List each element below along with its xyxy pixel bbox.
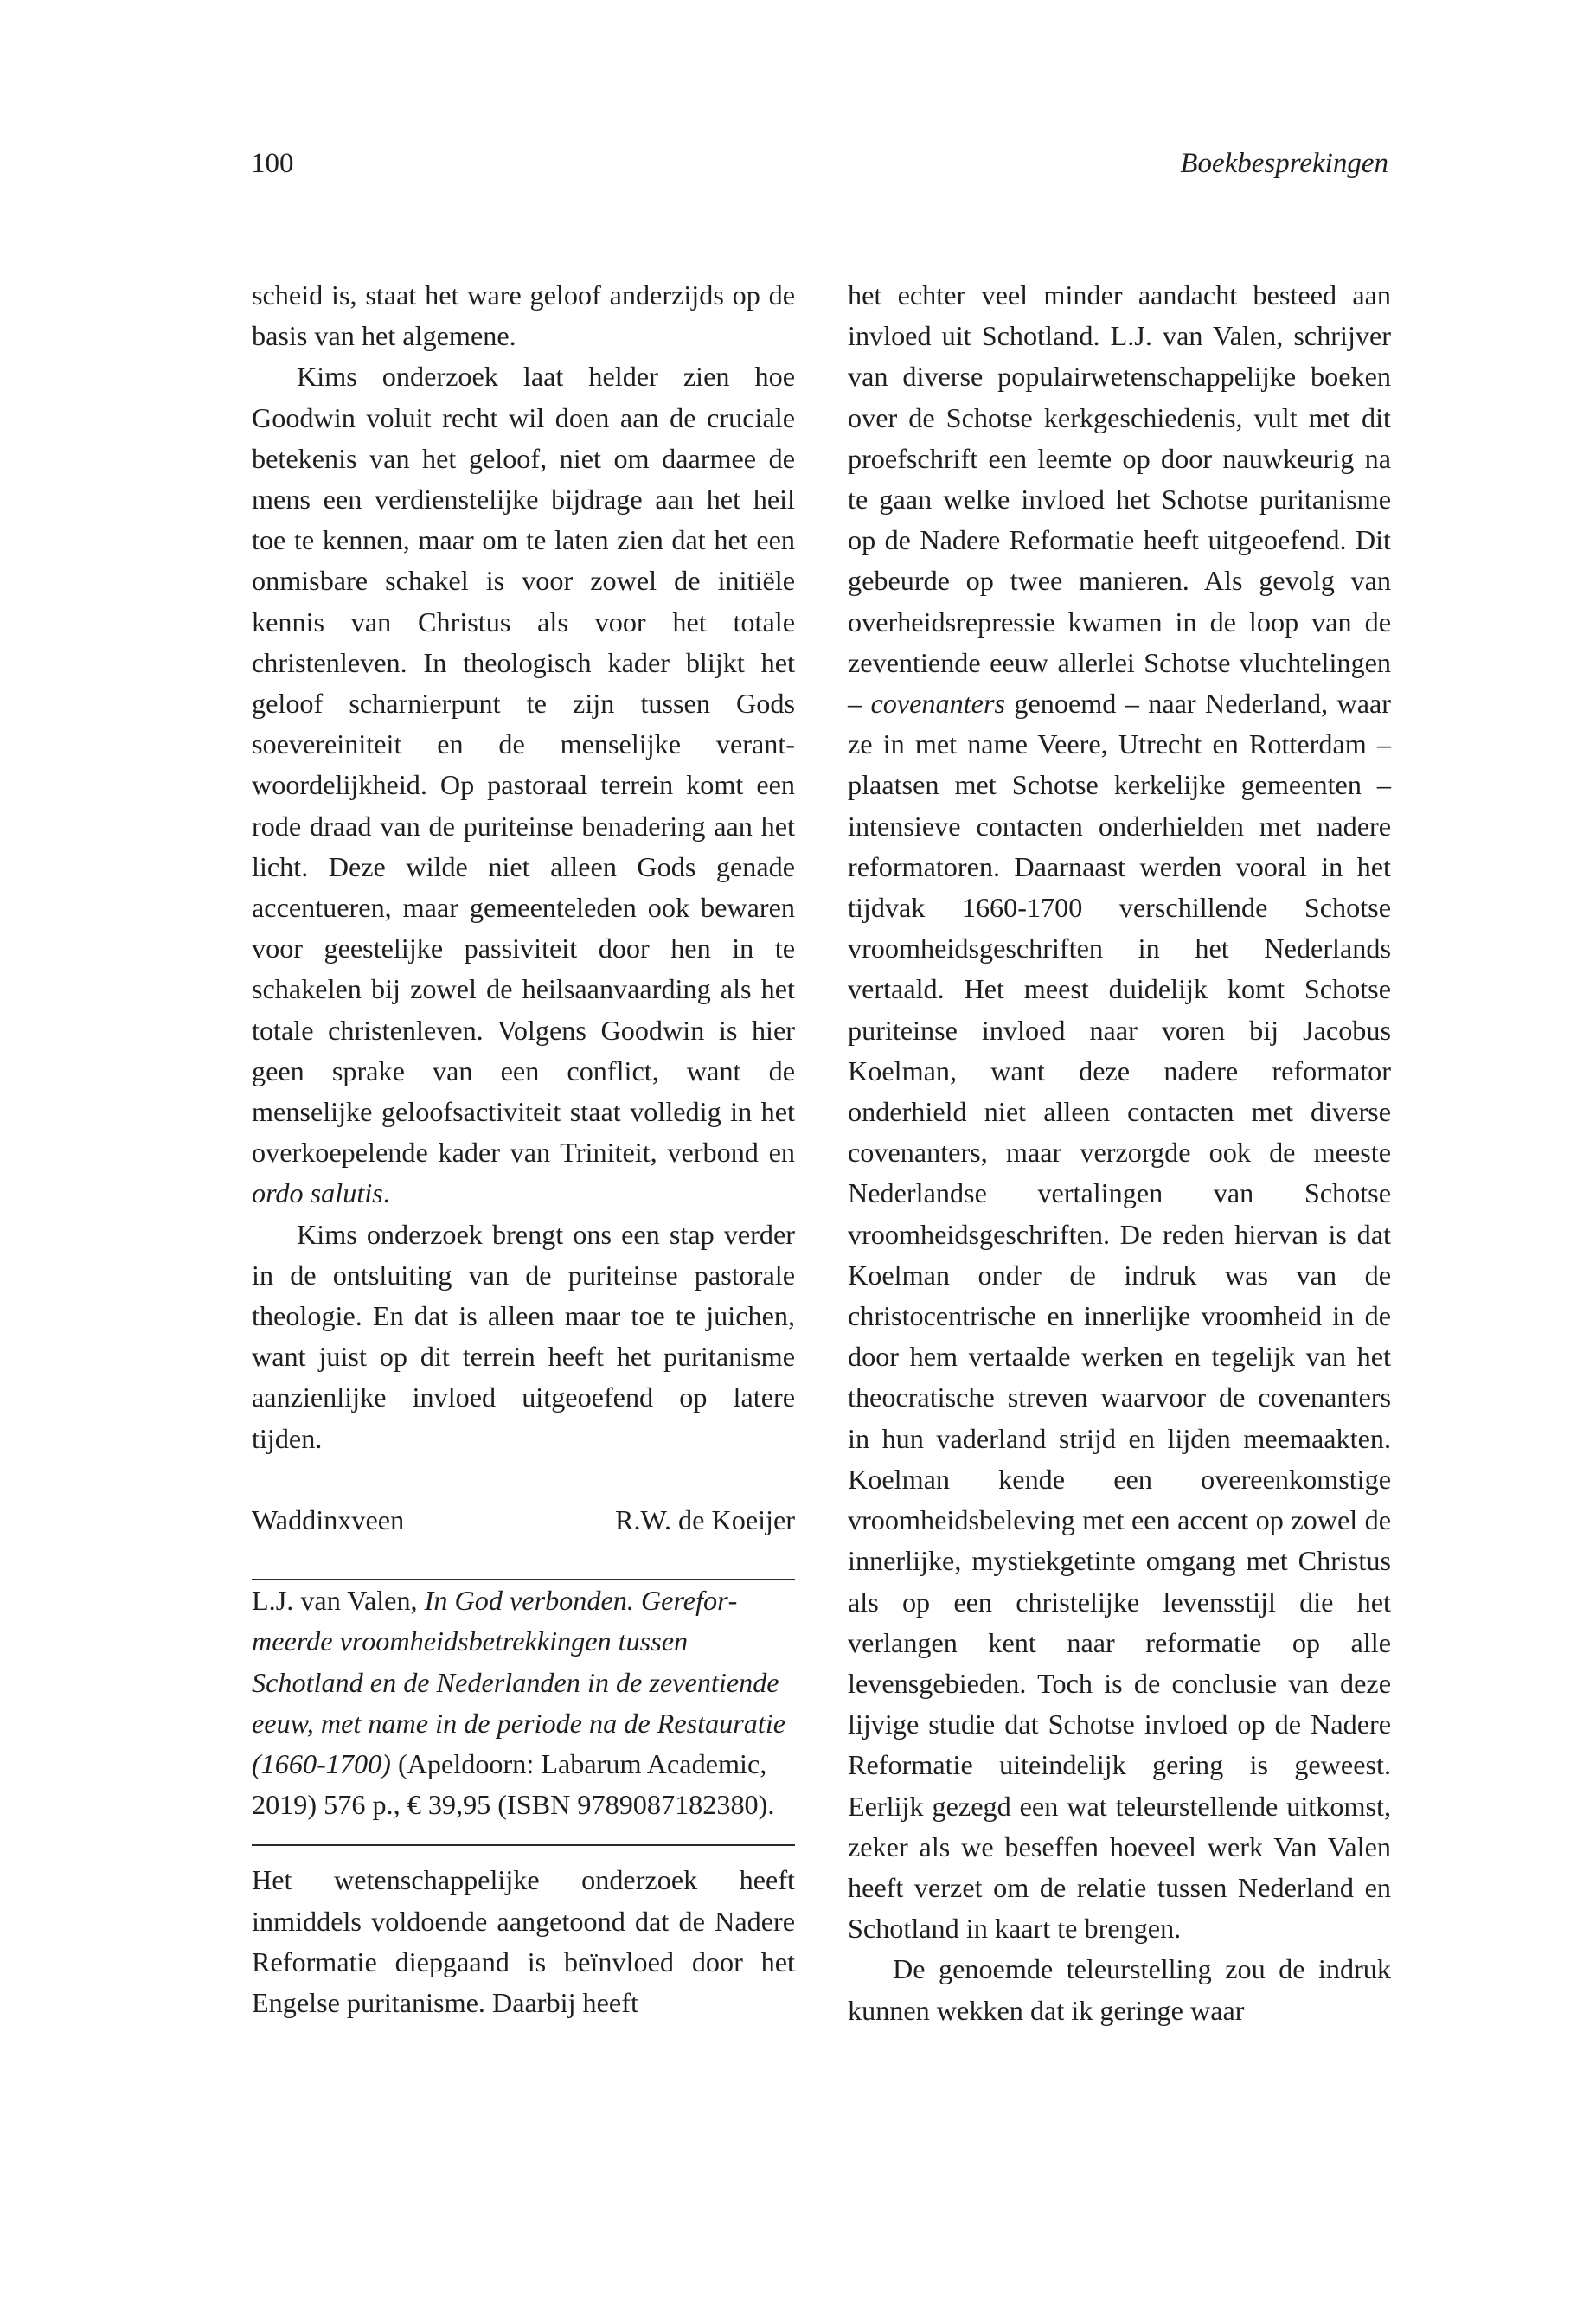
review-signature	[252, 1500, 795, 1541]
running-head: Boekbesprekingen	[1180, 148, 1388, 179]
paragraph: Kims onderzoek brengt ons een stap verder in de ontsluiting van de puriteinse pastorale theologie. En dat is alleen maar toe te juichen, want juist op dit terrein heeft het puritanisme aanzienlijke invloed uitgeoefend op latere tijden.	[252, 1218, 795, 1454]
signature-place: Waddinxveen	[252, 1503, 405, 1535]
italic-term: covenanters	[870, 688, 1005, 720]
paragraph	[848, 275, 1391, 1949]
book-reference	[252, 1580, 795, 1825]
paragraph: scheid is, staat het ware geloof anderzijds op de basis van het algemene.	[252, 279, 795, 352]
paragraph-text: genoemd – naar Nederland, waar ze in met name Veere, Utrecht en Rotterdam – plaatsen met Schotse kerkelijke gemeenten – intensieve contacten onderhielden met nadere reformatoren. Daarnaast werden vooral in het tijdvak 1660-1700 verschillende Schotse vroomheidsgeschriften in het Nederlands vertaald. Het meest duidelijk komt Schotse puriteinse invloed naar voren bij Jacobus Koelman, want deze nadere reformator onderhield niet alleen contacten met diverse covenanters, maar verzorgde ook de meeste Nederlandse vertalingen van Schotse vroomheidsgeschriften. De reden hiervan is dat Koelman onder de indruk was van de christocentrische en innerlijke vroomheid in de door hem vertaalde werken en tegelijk van het theocratische streven waarvoor de covenanters in hun vaderland strijd en lijden meemaakten. Koelman kende een overeenkomstige vroomheidsbeleving met een accent op zowel de innerlijke, mystiekgetinte omgang met Christus als op een christelijke levensstijl die het verlangen kent naar reformatie op alle levensgebieden. Toch is de conclusie van deze lijvige studie dat Schotse invloed op de Nadere Reformatie uiteindelijk gering is geweest. Eerlijk gezegd een wat teleurstellende uitkomst, zeker als we beseffen hoeveel werk Van Valen heeft verzet om de relatie tussen Nederland en Schotland in kaart te brengen.	[848, 688, 1392, 1945]
paragraph: Het wetenschappelijke onderzoek heeft inmiddels voldoende aangetoond dat de Nadere Reformatie diepgaand is beïnvloed door het Engelse puritanisme. Daarbij heeft	[252, 1864, 795, 2018]
divider	[252, 1844, 795, 1846]
left-column	[252, 275, 795, 2023]
paragraph-text: .	[382, 1177, 390, 1209]
signature-author: R.W. de Koeijer	[615, 1503, 795, 1535]
italic-term: ordo salutis	[252, 1177, 383, 1209]
page-number: 100	[251, 148, 294, 179]
paragraph-text: het echter veel minder aandacht besteed aan invloed uit Schotland. L.J. van Valen, schrijver van diverse populairwetenschappelijke boeken over de Schotse kerkgeschiedenis, vult met dit proefschrift een leemte op door nauwkeurig na te gaan welke invloed het Schotse puritanisme op de Nadere Reformatie heeft uitgeoefend. Dit gebeurde op twee manieren. Als gevolg van overheidsrepressie kwamen in de loop van de zeventiende eeuw allerlei Schotse vluchtelingen –	[848, 279, 1391, 720]
right-column	[848, 275, 1391, 2031]
paragraph	[252, 356, 795, 1214]
book-author: L.J. van Valen,	[252, 1585, 425, 1617]
book-publication: (Apeldoorn: Labarum Academic, 2019) 576 p., € 39,95 (ISBN 9789087182380).	[252, 1747, 775, 1821]
paragraph-text: Kims onderzoek laat helder zien hoe Goodwin voluit recht wil doen aan de cruciale betekenis van het geloof, niet om daarmee de mens een verdienstelijke bijdrage aan het heil toe te kennen, maar om te laten zien dat het een onmisbare schakel is voor zowel de initiële kennis van Christus als voor het totale christenleven. In theologisch kader blijkt het geloof scharnierpunt te zijn tussen Gods soevereiniteit en de menselijke verantwoordelijkheid. Op pastoraal terrein komt een rode draad van de puriteinse benadering aan het licht. Deze wilde niet alleen Gods genade accentueren, maar gemeenteleden ook bewaren voor geestelijke passiviteit door hen in te schakelen bij zowel de heilsaanvaarding als het totale christenleven. Volgens Goodwin is hier geen sprake van een conflict, want de menselijke geloofsactiviteit staat volledig in het overkoepelende kader van Triniteit, verbond en	[252, 361, 795, 1169]
paragraph: De genoemde teleurstelling zou de indruk kunnen wekken dat ik geringe waar	[848, 1953, 1391, 2026]
book-title: In God verbonden. Gereformeerde vroomheidsbetrekkingen tussen Schotland en de Nederlanden in de zeventiende eeuw, met name in de periode na de Restauratie (1660-1700)	[252, 1585, 786, 1779]
